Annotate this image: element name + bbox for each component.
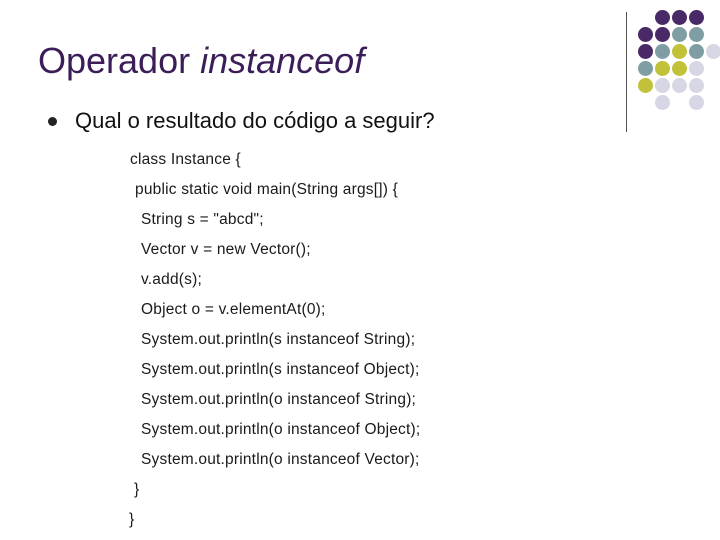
code-line: System.out.println(o instanceof Vector);	[141, 451, 420, 468]
decorative-dot	[655, 95, 670, 110]
decorative-dot	[655, 27, 670, 42]
decorative-dot	[638, 78, 653, 93]
title-italic: instanceof	[200, 40, 365, 81]
code-line: Object o = v.elementAt(0);	[141, 301, 326, 318]
decorative-dot	[672, 44, 687, 59]
decorative-dot	[706, 44, 720, 59]
decorative-dot	[655, 10, 670, 25]
code-line: }	[129, 511, 135, 528]
decorative-dot	[655, 44, 670, 59]
bullet-text: Qual o resultado do código a seguir?	[75, 108, 435, 133]
decorative-dot	[638, 61, 653, 76]
decorative-dot	[689, 78, 704, 93]
decorative-dot	[672, 78, 687, 93]
code-line: System.out.println(s instanceof Object);	[141, 361, 420, 378]
bullet-icon	[48, 117, 57, 126]
decorative-dot	[689, 10, 704, 25]
decorative-dot	[689, 27, 704, 42]
decorative-dot	[672, 10, 687, 25]
title-normal: Operador	[38, 40, 201, 81]
bullet-item	[48, 108, 435, 134]
decorative-dot	[689, 44, 704, 59]
decorative-dot	[689, 95, 704, 110]
decorative-dot	[672, 61, 687, 76]
code-line: System.out.println(s instanceof String);	[141, 331, 416, 348]
code-line: class Instance {	[130, 151, 241, 168]
code-line: Vector v = new Vector();	[141, 241, 311, 258]
vertical-divider	[626, 12, 627, 132]
code-line: v.add(s);	[141, 271, 202, 288]
code-line: public static void main(String args[]) {	[135, 181, 398, 198]
code-line: System.out.println(o instanceof Object);	[141, 421, 421, 438]
decorative-dot	[672, 27, 687, 42]
code-line: System.out.println(o instanceof String);	[141, 391, 417, 408]
code-line: String s = "abcd";	[141, 211, 264, 228]
code-line: }	[134, 481, 140, 498]
decorative-dot	[638, 27, 653, 42]
decorative-dot	[655, 61, 670, 76]
decorative-dot	[655, 78, 670, 93]
decorative-dot	[689, 61, 704, 76]
decorative-dot	[638, 44, 653, 59]
